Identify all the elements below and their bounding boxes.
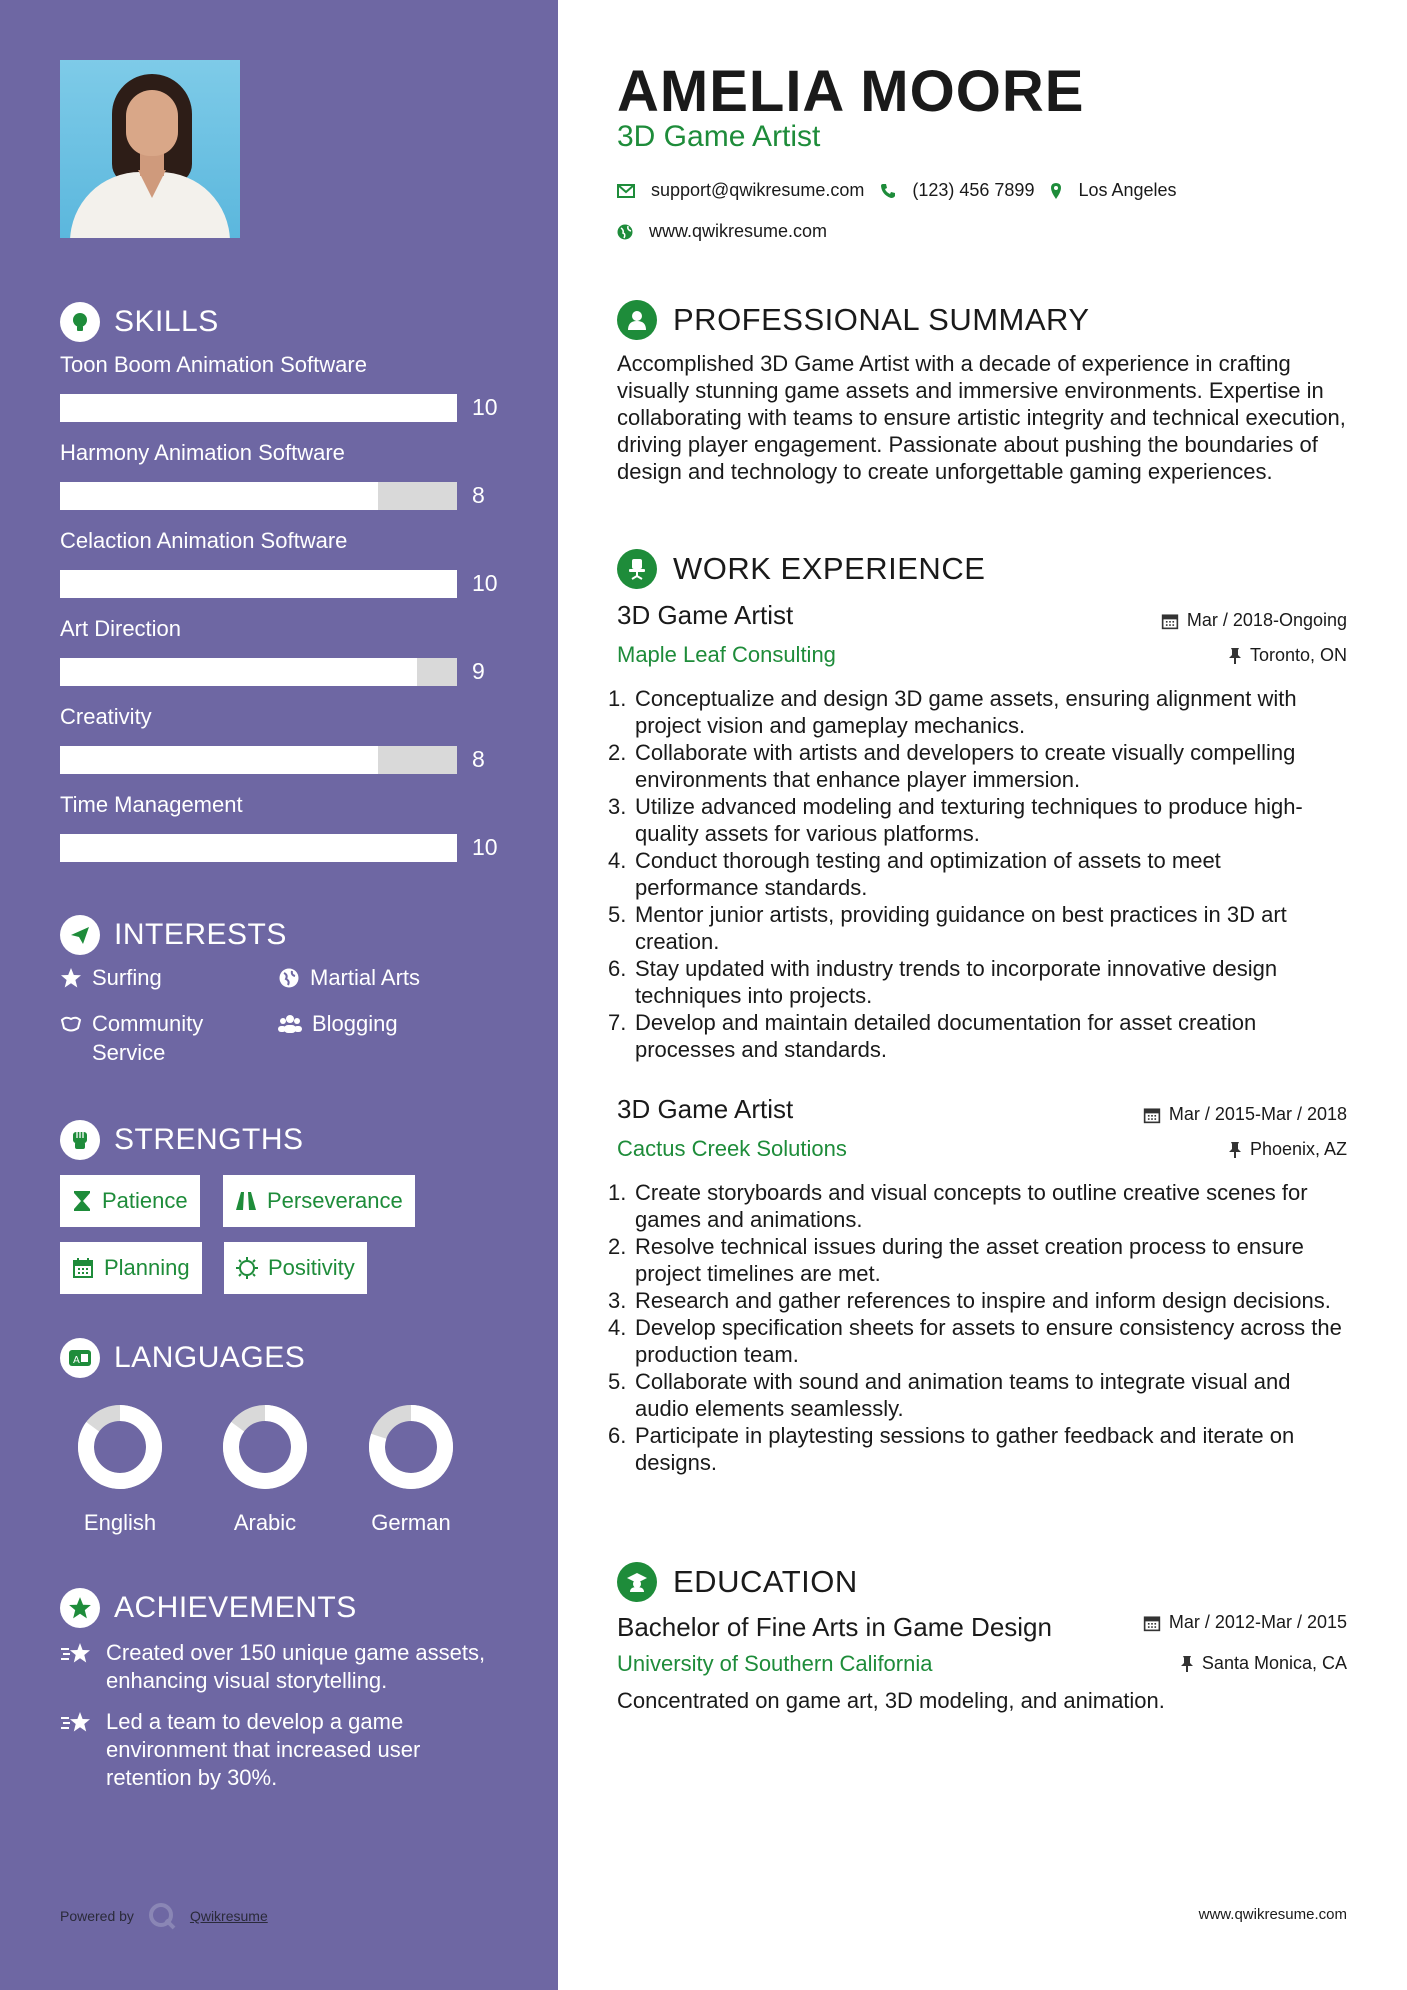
strength-tag: Patience: [60, 1175, 200, 1227]
languages-heading: A LANGUAGES: [60, 1338, 305, 1378]
skill-level: 9: [472, 658, 485, 684]
duty-item: 2. Resolve technical issues during the asset creation process to ensure project timelines are met.: [608, 1234, 1304, 1286]
skill-bar: [60, 394, 457, 422]
paper-plane-icon: [60, 915, 100, 955]
globe-icon: [617, 224, 633, 240]
calendar-icon: [1161, 612, 1179, 630]
skill-name: Toon Boom Animation Software: [60, 352, 367, 377]
duties-list: [608, 685, 1348, 1063]
duty-item: 6. Stay updated with industry trends to incorporate innovative design techniques into projects.: [608, 956, 1278, 1008]
strength-tag: Planning: [60, 1242, 202, 1294]
skill-item: [60, 616, 500, 684]
skill-level: 10: [472, 394, 498, 420]
skill-level: 10: [472, 834, 498, 860]
user-icon: [617, 300, 657, 340]
skill-item: [60, 704, 500, 772]
globe-icon: [278, 967, 300, 989]
skill-name: Time Management: [60, 792, 243, 817]
website-link[interactable]: www.qwikresume.com: [649, 221, 828, 241]
skill-name: Celaction Animation Software: [60, 528, 348, 553]
envelope-icon: [617, 184, 635, 198]
language-proficiency-ring: [77, 1404, 163, 1490]
duty-item: 5. Collaborate with sound and animation teams to integrate visual and audio elements seamlessly.: [608, 1369, 1291, 1421]
candidate-name: AMELIA MOORE: [617, 59, 1085, 124]
education-dates: Mar / 2012-Mar / 2015: [1143, 1612, 1347, 1633]
achievement-item: Led a team to develop a game environment that increased user retention by 30%.: [60, 1708, 510, 1792]
interests-heading: INTERESTS: [60, 915, 287, 955]
duty-item: 1. Conceptualize and design 3D game assets, ensuring alignment with project vision and gameplay mechanics.: [608, 686, 1297, 738]
hourglass-icon: [72, 1190, 92, 1212]
language-proficiency-ring: [368, 1404, 454, 1490]
language-item: Arabic: [205, 1404, 325, 1536]
skill-item: [60, 792, 500, 860]
pin-icon: [1228, 1141, 1242, 1159]
duty-item: 4. Conduct thorough testing and optimization of assets to meet performance standards.: [608, 848, 1221, 900]
education-location: Santa Monica, CA: [1180, 1653, 1347, 1674]
lightbulb-icon: [60, 302, 100, 342]
graduate-icon: [617, 1562, 657, 1602]
skill-bar: [60, 746, 457, 774]
job-location: Phoenix, AZ: [1228, 1139, 1347, 1160]
skills-heading: SKILLS: [60, 302, 219, 342]
duty-item: 6. Participate in playtesting sessions to gather feedback and iterate on designs.: [608, 1423, 1295, 1475]
language-item: English: [60, 1404, 180, 1536]
calendar-icon: [1143, 1614, 1161, 1632]
duty-item: 7. Develop and maintain detailed documentation for asset creation processes and standards.: [608, 1010, 1257, 1062]
education-description: Concentrated on game art, 3D modeling, and animation.: [617, 1688, 1165, 1713]
language-item: German: [351, 1404, 471, 1536]
skill-bar: [60, 570, 457, 598]
degree: Bachelor of Fine Arts in Game Design: [617, 1612, 1052, 1642]
office-chair-icon: [617, 549, 657, 589]
language-icon: [60, 1338, 100, 1378]
star-icon: [60, 967, 82, 989]
qwikresume-logo-icon: [148, 1902, 176, 1930]
duty-item: 3. Utilize advanced modeling and texturing techniques to produce high-quality assets for various platforms.: [608, 794, 1303, 846]
sidebar: [0, 0, 558, 1990]
duty-item: 5. Mentor junior artists, providing guidance on best practices in 3D art creation.: [608, 902, 1287, 954]
shooting-star-icon: [60, 1710, 94, 1736]
skill-name: Harmony Animation Software: [60, 440, 345, 465]
map-marker-icon: [1050, 182, 1062, 200]
interest-item: Surfing: [60, 963, 162, 992]
strength-tag: Perseverance: [223, 1175, 415, 1227]
summary-text: Accomplished 3D Game Artist with a decade of experience in crafting visually stunning game assets and immersive environments. Expertise in collaborating with teams to ensure artistic integrity and technical execution, driving player engagement. Passionate about pushing the boundaries of design and technology to create unforgettable gaming experiences.: [617, 351, 1346, 484]
company-name: Cactus Creek Solutions: [617, 1136, 847, 1161]
shooting-star-icon: [60, 1641, 94, 1667]
job-title: 3D Game Artist: [617, 1094, 794, 1124]
skill-bar: [60, 482, 457, 510]
road-icon: [235, 1191, 257, 1211]
sun-icon: [236, 1257, 258, 1279]
company-name: Maple Leaf Consulting: [617, 642, 836, 667]
duty-item: 1. Create storyboards and visual concepts to outline creative scenes for games and animations.: [608, 1180, 1308, 1232]
phone-number: (123) 456 7899: [912, 180, 1035, 200]
skill-level: 10: [472, 570, 498, 596]
footer-website-link[interactable]: www.qwikresume.com: [1198, 1906, 1347, 1923]
medal-star-icon: [60, 1588, 100, 1628]
school-name: University of Southern California: [617, 1651, 933, 1676]
job-dates: Mar / 2015-Mar / 2018: [1143, 1104, 1347, 1125]
skill-name: Creativity: [60, 704, 152, 729]
calendar-icon: [72, 1257, 94, 1279]
svg-text:A: A: [73, 1355, 80, 1366]
skill-bar: [60, 658, 457, 686]
qwikresume-link[interactable]: Qwikresume: [189, 1908, 268, 1924]
achievement-item: Created over 150 unique game assets, enhancing visual storytelling.: [60, 1639, 510, 1695]
strengths-heading: STRENGTHS: [60, 1120, 304, 1160]
candidate-role: 3D Game Artist: [617, 120, 821, 153]
skill-bar: [60, 834, 457, 862]
achievements-heading: ACHIEVEMENTS: [60, 1588, 357, 1628]
skill-item: [60, 440, 500, 508]
email-link[interactable]: support@qwikresume.com: [651, 180, 865, 200]
duties-list: [608, 1179, 1348, 1476]
skill-level: 8: [472, 746, 485, 772]
duty-item: 4. Develop specification sheets for assets to ensure consistency across the production team.: [608, 1315, 1342, 1367]
strength-tag: Positivity: [224, 1242, 367, 1294]
powered-by: Powered by Qwikresume: [60, 1902, 268, 1930]
calendar-icon: [1143, 1106, 1161, 1124]
skill-item: [60, 528, 500, 596]
interest-item: Martial Arts: [278, 963, 420, 992]
duty-item: 3. Research and gather references to inspire and inform design decisions.: [608, 1288, 1331, 1313]
users-icon: [278, 1013, 302, 1035]
skill-level: 8: [472, 482, 485, 508]
pin-icon: [1228, 647, 1242, 665]
experience-heading: WORK EXPERIENCE: [617, 549, 985, 589]
contact-row: [617, 180, 1177, 201]
website-row: [617, 221, 827, 242]
fist-icon: [60, 1120, 100, 1160]
skill-item: [60, 352, 500, 420]
interest-item: Blogging: [278, 1009, 398, 1038]
job-location: Toronto, ON: [1228, 645, 1347, 666]
profile-photo: [60, 60, 240, 238]
language-proficiency-ring: [222, 1404, 308, 1490]
interest-item: Community Service: [60, 1009, 260, 1067]
handshake-icon: [60, 1013, 82, 1035]
pin-icon: [1180, 1655, 1194, 1673]
duty-item: 2. Collaborate with artists and developers to create visually compelling environments that enhance player immersion.: [608, 740, 1296, 792]
job-dates: Mar / 2018-Ongoing: [1161, 610, 1347, 631]
job-title: 3D Game Artist: [617, 600, 794, 630]
summary-heading: PROFESSIONAL SUMMARY: [617, 300, 1090, 340]
education-heading: EDUCATION: [617, 1562, 858, 1602]
skill-name: Art Direction: [60, 616, 182, 641]
location: Los Angeles: [1078, 180, 1177, 200]
phone-icon: [880, 183, 896, 199]
